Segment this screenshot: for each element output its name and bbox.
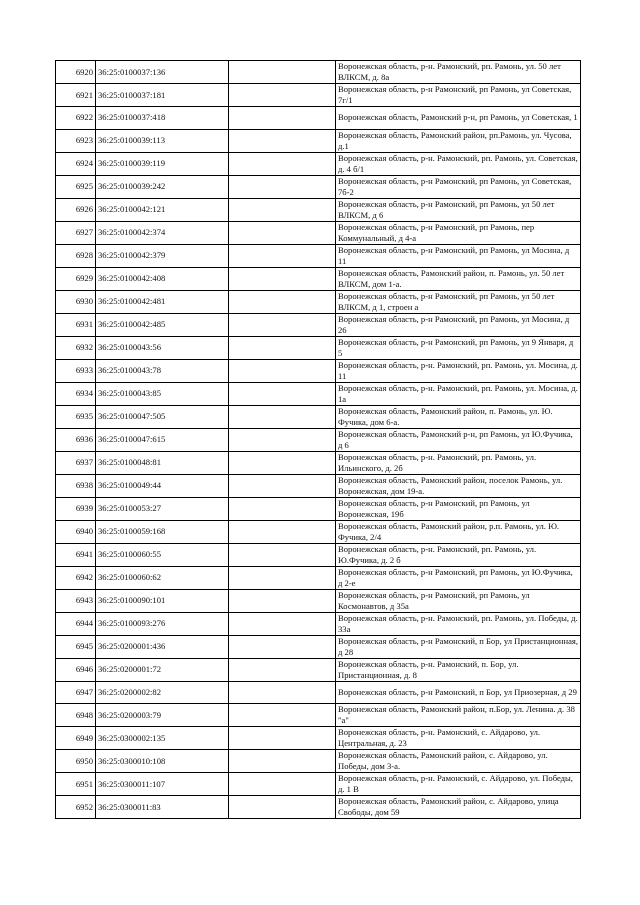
row-number-cell: 6929 — [56, 267, 96, 290]
address-cell: Воронежская область, Рамонский район, с. Айдарово, улица Свободы, дом 59 — [336, 796, 581, 819]
table-row — [56, 497, 581, 520]
empty-cell — [229, 84, 336, 107]
address-cell: Воронежская область, Рамонский район, п. Рамонь, ул. 50 лет ВЛКСМ, дом 1-а. — [336, 267, 581, 290]
empty-cell — [229, 336, 336, 359]
empty-cell — [229, 474, 336, 497]
table-row — [56, 612, 581, 635]
address-cell: Воронежская область, Рамонский район, поселок Рамонь, ул. Воронежская, дом 19-а. — [336, 474, 581, 497]
table-row — [56, 336, 581, 359]
cadastral-number-cell: 36:25:0200001:436 — [96, 635, 229, 658]
row-number-cell: 6937 — [56, 451, 96, 474]
cadastral-number-cell: 36:25:0100042:379 — [96, 244, 229, 267]
row-number-cell: 6943 — [56, 589, 96, 612]
empty-cell — [229, 704, 336, 727]
address-cell: Воронежская область, р-н Рамонский, рп Рамонь, ул 50 лет ВЛКСМ, д 6 — [336, 198, 581, 221]
cadastral-number-cell: 36:25:0300011:107 — [96, 773, 229, 796]
table-row — [56, 313, 581, 336]
cadastral-number-cell: 36:25:0200002:82 — [96, 681, 229, 704]
table-row — [56, 84, 581, 107]
address-cell: Воронежская область, Рамонский район, р.п. Рамонь, ул. Ю. Фучика, 2/4 — [336, 520, 581, 543]
row-number-cell: 6923 — [56, 129, 96, 152]
table-row — [56, 428, 581, 451]
cadastral-number-cell: 36:25:0100039:113 — [96, 129, 229, 152]
row-number-cell: 6935 — [56, 405, 96, 428]
table-row — [56, 750, 581, 773]
empty-cell — [229, 198, 336, 221]
address-cell: Воронежская область, р-н. Рамонский, рп. Рамонь, ул. Мосина, д. 11 — [336, 359, 581, 382]
empty-cell — [229, 267, 336, 290]
cadastral-number-cell: 36:25:0100042:121 — [96, 198, 229, 221]
cadastral-number-cell: 36:25:0100043:56 — [96, 336, 229, 359]
address-cell: Воронежская область, р-н. Рамонский, рп. Рамонь, ул. Ю.Фучика, д. 2 б — [336, 543, 581, 566]
row-number-cell: 6939 — [56, 497, 96, 520]
table-row — [56, 175, 581, 198]
empty-cell — [229, 290, 336, 313]
row-number-cell: 6928 — [56, 244, 96, 267]
table-row — [56, 796, 581, 819]
table-row — [56, 773, 581, 796]
table-row — [56, 681, 581, 704]
empty-cell — [229, 129, 336, 152]
empty-cell — [229, 658, 336, 681]
table-row — [56, 244, 581, 267]
address-cell: Воронежская область, р-н. Рамонский, рп. Рамонь, ул. 50 лет ВЛКСМ, д. 8а — [336, 61, 581, 84]
table-row — [56, 543, 581, 566]
cadastral-number-cell: 36:25:0100037:181 — [96, 84, 229, 107]
address-cell: Воронежская область, р-н Рамонский, рп Рамонь, ул 9 Января, д 5 — [336, 336, 581, 359]
row-number-cell: 6925 — [56, 175, 96, 198]
address-cell: Воронежская область, Рамонский район, п. Рамонь, ул. Ю. Фучика, дом 6-а. — [336, 405, 581, 428]
row-number-cell: 6921 — [56, 84, 96, 107]
address-cell: Воронежская область, р-н. Рамонский, с. Айдарово, ул. Центральная, д. 23 — [336, 727, 581, 750]
cadastral-number-cell: 36:25:0100039:242 — [96, 175, 229, 198]
table-row — [56, 267, 581, 290]
address-cell: Воронежская область, р-н Рамонский, рп Рамонь, ул Мосина, д 26 — [336, 313, 581, 336]
cadastral-number-cell: 36:25:0100037:418 — [96, 107, 229, 130]
empty-cell — [229, 773, 336, 796]
address-cell: Воронежская область, р-н Рамонский, рп Рамонь, ул Воронежская, 19б — [336, 497, 581, 520]
empty-cell — [229, 589, 336, 612]
row-number-cell: 6946 — [56, 658, 96, 681]
cadastral-number-cell: 36:25:0100060:55 — [96, 543, 229, 566]
row-number-cell: 6931 — [56, 313, 96, 336]
row-number-cell: 6927 — [56, 221, 96, 244]
empty-cell — [229, 405, 336, 428]
cadastral-number-cell: 36:25:0100037:136 — [96, 61, 229, 84]
table-row — [56, 451, 581, 474]
table-row — [56, 198, 581, 221]
address-cell: Воронежская область, р-н Рамонский, рп Рамонь, ул Ю.Фучика, д 2-е — [336, 566, 581, 589]
row-number-cell: 6942 — [56, 566, 96, 589]
row-number-cell: 6936 — [56, 428, 96, 451]
cadastral-number-cell: 36:25:0300010:108 — [96, 750, 229, 773]
empty-cell — [229, 612, 336, 635]
table-row — [56, 658, 581, 681]
empty-cell — [229, 750, 336, 773]
address-cell: Воронежская область, Рамонский р-н, рп Рамонь, ул Ю.Фучика, д 6 — [336, 428, 581, 451]
cadastral-number-cell: 36:25:0300002:135 — [96, 727, 229, 750]
row-number-cell: 6944 — [56, 612, 96, 635]
address-cell: Воронежская область, р-н Рамонский, п Бор, ул Пристанционная, д 28 — [336, 635, 581, 658]
row-number-cell: 6934 — [56, 382, 96, 405]
row-number-cell: 6922 — [56, 107, 96, 130]
table-row — [56, 727, 581, 750]
cadastral-number-cell: 36:25:0100042:408 — [96, 267, 229, 290]
table-row — [56, 290, 581, 313]
cadastral-number-cell: 36:25:0100053:27 — [96, 497, 229, 520]
empty-cell — [229, 382, 336, 405]
empty-cell — [229, 313, 336, 336]
row-number-cell: 6949 — [56, 727, 96, 750]
row-number-cell: 6947 — [56, 681, 96, 704]
empty-cell — [229, 221, 336, 244]
row-number-cell: 6948 — [56, 704, 96, 727]
address-cell: Воронежская область, Рамонский р-н, рп Рамонь, ул Советская, 1 — [336, 107, 581, 130]
empty-cell — [229, 681, 336, 704]
table-row — [56, 382, 581, 405]
address-cell: Воронежская область, Рамонский район, п.Бор, ул. Ленина. д. 38 "а" — [336, 704, 581, 727]
cadastral-number-cell: 36:25:0100043:78 — [96, 359, 229, 382]
empty-cell — [229, 727, 336, 750]
address-cell: Воронежская область, р-н Рамонский, п Бор, ул Приозерная, д 29 — [336, 681, 581, 704]
address-cell: Воронежская область, р-н Рамонский, рп Рамонь, ул 50 лет ВЛКСМ, д 1, строен а — [336, 290, 581, 313]
cadastral-number-cell: 36:25:0100043:85 — [96, 382, 229, 405]
empty-cell — [229, 428, 336, 451]
address-cell: Воронежская область, р-н Рамонский, рп Рамонь, ул Космонавтов, д 35а — [336, 589, 581, 612]
empty-cell — [229, 796, 336, 819]
address-cell: Воронежская область, р-н. Рамонский, рп. Рамонь, ул. Советская, д. 4 б/1 — [336, 152, 581, 175]
table-row — [56, 107, 581, 130]
table-row — [56, 129, 581, 152]
cadastral-number-cell: 36:25:0100093:276 — [96, 612, 229, 635]
table-row — [56, 704, 581, 727]
empty-cell — [229, 566, 336, 589]
cadastral-number-cell: 36:25:0100060:62 — [96, 566, 229, 589]
cadastral-number-cell: 36:25:0100090:101 — [96, 589, 229, 612]
address-cell: Воронежская область, р-н Рамонский, рп Рамонь, ул Мосина, д 11 — [336, 244, 581, 267]
table-row — [56, 589, 581, 612]
row-number-cell: 6951 — [56, 773, 96, 796]
cadastral-number-cell: 36:25:0100042:481 — [96, 290, 229, 313]
address-cell: Воронежская область, р-н. Рамонский, п. Бор, ул. Пристанционная, д. 8 — [336, 658, 581, 681]
table-row — [56, 474, 581, 497]
cadastral-number-cell: 36:25:0100047:615 — [96, 428, 229, 451]
registry-table — [55, 60, 581, 819]
address-cell: Воронежская область, Рамонский район, рп.Рамонь, ул. Чусова, д.1 — [336, 129, 581, 152]
empty-cell — [229, 61, 336, 84]
cadastral-number-cell: 36:25:0100042:485 — [96, 313, 229, 336]
cadastral-number-cell: 36:25:0100042:374 — [96, 221, 229, 244]
address-cell: Воронежская область, р-н. Рамонский, рп. Рамонь, ул. Ильинского, д. 2б — [336, 451, 581, 474]
table-row — [56, 405, 581, 428]
empty-cell — [229, 107, 336, 130]
cadastral-number-cell: 36:25:0200003:79 — [96, 704, 229, 727]
empty-cell — [229, 635, 336, 658]
empty-cell — [229, 543, 336, 566]
cadastral-number-cell: 36:25:0100059:168 — [96, 520, 229, 543]
row-number-cell: 6933 — [56, 359, 96, 382]
cadastral-number-cell: 36:25:0100048:81 — [96, 451, 229, 474]
row-number-cell: 6945 — [56, 635, 96, 658]
empty-cell — [229, 451, 336, 474]
row-number-cell: 6924 — [56, 152, 96, 175]
table-row — [56, 152, 581, 175]
registry-table-body — [56, 61, 581, 819]
address-cell: Воронежская область, р-н. Рамонский, рп. Рамонь, ул. Мосина, д. 1а — [336, 382, 581, 405]
table-row — [56, 635, 581, 658]
address-cell: Воронежская область, р-н. Рамонский, рп. Рамонь, ул. Победы, д. 33а — [336, 612, 581, 635]
row-number-cell: 6938 — [56, 474, 96, 497]
cadastral-number-cell: 36:25:0200001:72 — [96, 658, 229, 681]
cadastral-number-cell: 36:25:0100047:505 — [96, 405, 229, 428]
address-cell: Воронежская область, р-н. Рамонский, с. Айдарово, ул. Победы, д. 1 В — [336, 773, 581, 796]
cadastral-number-cell: 36:25:0300011:83 — [96, 796, 229, 819]
row-number-cell: 6930 — [56, 290, 96, 313]
empty-cell — [229, 244, 336, 267]
row-number-cell: 6926 — [56, 198, 96, 221]
table-row — [56, 61, 581, 84]
cadastral-number-cell: 36:25:0100049:44 — [96, 474, 229, 497]
row-number-cell: 6952 — [56, 796, 96, 819]
row-number-cell: 6950 — [56, 750, 96, 773]
address-cell: Воронежская область, р-н Рамонский, рп Рамонь, ул Советская, 7б-2 — [336, 175, 581, 198]
address-cell: Воронежская область, р-н Рамонский, рп Рамонь, ул Советская, 7г/1 — [336, 84, 581, 107]
empty-cell — [229, 175, 336, 198]
table-row — [56, 566, 581, 589]
table-row — [56, 221, 581, 244]
empty-cell — [229, 152, 336, 175]
empty-cell — [229, 497, 336, 520]
row-number-cell: 6940 — [56, 520, 96, 543]
row-number-cell: 6932 — [56, 336, 96, 359]
table-row — [56, 520, 581, 543]
address-cell: Воронежская область, р-н Рамонский, рп Рамонь, пер Коммунальный, д 4-а — [336, 221, 581, 244]
empty-cell — [229, 520, 336, 543]
row-number-cell: 6920 — [56, 61, 96, 84]
address-cell: Воронежская область, Рамонский район, с. Айдарово, ул. Победы, дом 3-а. — [336, 750, 581, 773]
cadastral-number-cell: 36:25:0100039:119 — [96, 152, 229, 175]
empty-cell — [229, 359, 336, 382]
table-row — [56, 359, 581, 382]
row-number-cell: 6941 — [56, 543, 96, 566]
